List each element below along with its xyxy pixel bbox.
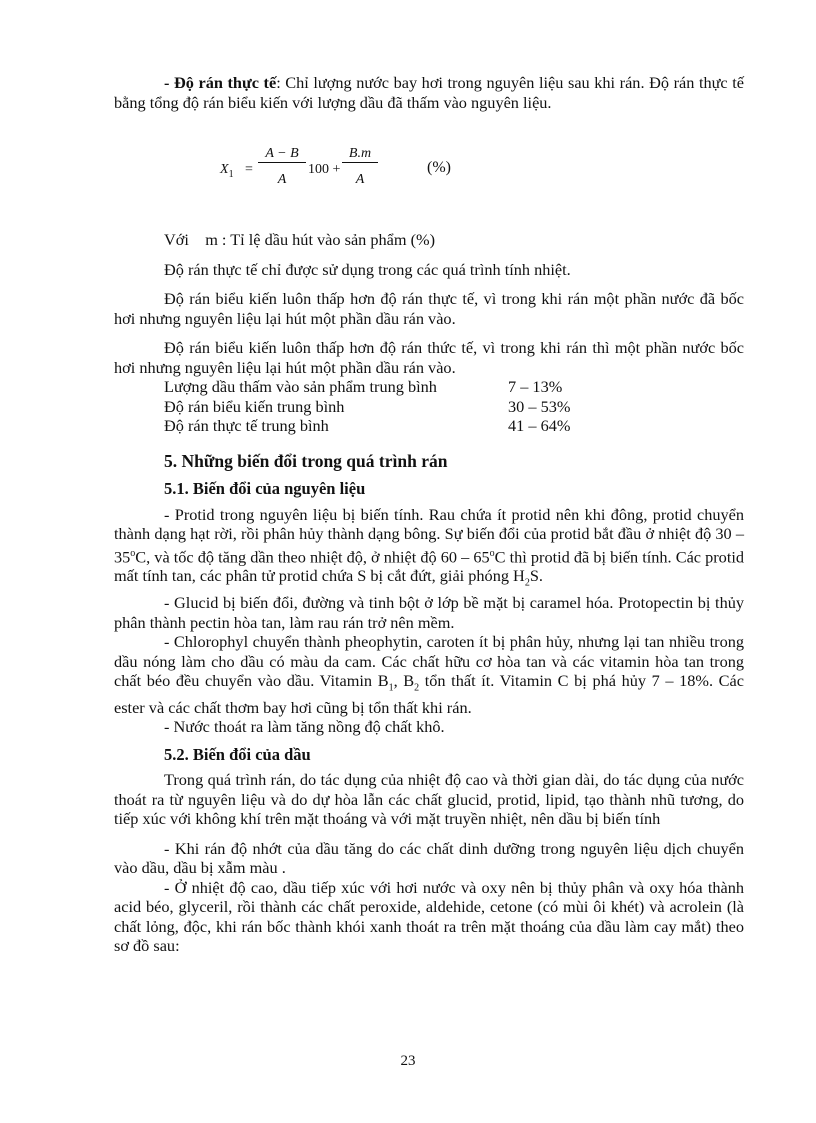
page-number: 23 bbox=[400, 1053, 416, 1069]
paragraph-3: Độ rán biểu kiến luôn thấp hơn độ rán thức tế, vì trong khi rán thì một phần nước bốc hơi nhưng nguyên liệu lại hút một phần dầu rán vào. bbox=[114, 338, 744, 377]
h2s-subscript: 2 bbox=[524, 577, 530, 589]
stats-list bbox=[114, 377, 744, 436]
s51-bullet-water: - Nước thoát ra làm tăng nồng độ chất khô. bbox=[164, 717, 445, 737]
section-5-2-heading: 5.2. Biến đổi của dầu bbox=[164, 744, 311, 764]
formula-eq: = bbox=[245, 162, 253, 177]
s51-bullet-protid bbox=[114, 505, 744, 594]
intro-definition: : Chỉ lượng nước bay hơi trong nguyên liệu sau khi rán. Độ rán thực tế bằng tổng độ rán biểu kiến với lượng dầu đã thấm vào nguyên liệu. bbox=[114, 73, 744, 112]
s51-b3-text-a: - Chlorophyl chuyển thành pheophytin, caroten ít bị phân hủy, nhưng lại tan nhiều trong dầu nóng làm cho dầu có màu da cam. Các chất hữu cơ hòa tan và các vitamin hòa tan trong chất béo đều chuyển vào dầu. Vitamin B bbox=[114, 632, 744, 691]
intro-paragraph bbox=[114, 73, 744, 112]
where-text: m : Tỉ lệ dầu hút vào sản phẩm (%) bbox=[205, 230, 436, 249]
stat-value: 7 – 13% bbox=[508, 377, 563, 396]
s51-b1-text-d: S. bbox=[529, 566, 543, 586]
degree-sup: o bbox=[489, 547, 495, 559]
stat-value: 30 – 53% bbox=[508, 396, 571, 416]
vitamin-subscript: 1 bbox=[388, 682, 394, 694]
stat-label: Độ rán biểu kiến trung bình bbox=[164, 396, 345, 416]
formula-fraction-bar-2 bbox=[342, 162, 378, 163]
s51-bullet-glucid: - Glucid bị biến đổi, đường và tinh bột ở lớp bề mặt bị caramel hóa. Protopectin bị thủy phân thành pectin hòa tan, làm rau rán trở nên mềm. bbox=[114, 593, 744, 632]
paragraph-2: Độ rán biểu kiến luôn thấp hơn độ rán thực tế, vì trong khi rán một phần nước đã bốc hơi nhưng nguyên liệu lại hút một phần dầu rán vào. bbox=[114, 289, 744, 328]
formula-lhs bbox=[220, 160, 234, 184]
formula-den1: A bbox=[277, 172, 287, 187]
s51-bullet-chlorophyl bbox=[114, 632, 744, 717]
stat-value: 41 – 64% bbox=[508, 416, 571, 435]
stat-row bbox=[164, 416, 744, 436]
section-5-1-heading: 5.1. Biến đổi của nguyên liệu bbox=[164, 479, 366, 498]
formula-lhs-var: X bbox=[220, 162, 229, 177]
s51-b1-text-b: C, và tốc độ tăng dần theo nhiệt độ, ở nhiệt độ 60 – 65 bbox=[135, 546, 490, 566]
formula-den2: A bbox=[355, 172, 365, 187]
paragraph-1: Độ rán thực tế chỉ được sử dụng trong các quá trình tính nhiệt. bbox=[164, 259, 571, 279]
s51-b3-text-c: tổn thất ít. Vitamin C bị phá hủy 7 – 18%. Các ester và các chất thơm bay hơi cũng bị tổn thất khi rán. bbox=[114, 671, 744, 717]
section-5-heading: 5. Những biến đổi trong quá trình rán bbox=[164, 450, 448, 471]
stat-row bbox=[164, 397, 744, 417]
page-content bbox=[114, 73, 744, 956]
stat-label: Độ rán thực tế trung bình bbox=[164, 416, 329, 435]
s52-bullet-oxidation: - Ở nhiệt độ cao, dầu tiếp xúc với hơi nước và oxy nên bị thủy phân và oxy hóa thành acid béo, glyceril, rồi thành các chất peroxide, aldehide, cetone (có mùi ôi khét) và acrolein (là chất lỏng, độc, khi rán bốc thành khói xanh thoát ra trên mặt thoáng của dầu làm cay mắt) theo sơ đồ sau: bbox=[114, 877, 744, 956]
s51-b3-text-b: , B bbox=[393, 671, 415, 691]
intro-term: - Độ rán thực tế bbox=[164, 73, 277, 92]
formula-fraction-bar-1 bbox=[258, 162, 306, 163]
vitamin-subscript: 2 bbox=[414, 682, 420, 694]
formula-unit: (%) bbox=[427, 159, 451, 176]
formula-block bbox=[114, 120, 744, 220]
formula-lhs-sub: 1 bbox=[228, 168, 234, 180]
s52-paragraph: Trong quá trình rán, do tác dụng của nhiệt độ cao và thời gian dài, do tác dụng của nước thoát ra từ nguyên liệu và do dự hòa lẫn các chất glucid, protid, lipid, tạo thành nhũ tương, do tiếp xúc với không khí trên mặt thoáng và với mặt truyền nhiệt, nên dầu bị biến tính bbox=[114, 770, 744, 829]
stat-label: Lượng dầu thấm vào sản phẩm trung bình bbox=[164, 377, 437, 396]
s51-b1-text-c: C thì protid đã bị biến tính. Các protid mất tính tan, các phân tử protid chứa S bị cắt đứt, giải phóng H bbox=[114, 546, 745, 586]
where-line bbox=[114, 230, 744, 250]
formula-factor: 100 + bbox=[308, 162, 341, 177]
formula-num1: A − B bbox=[265, 146, 299, 161]
s52-bullet-viscosity: - Khi rán độ nhớt của dầu tăng do các chất dinh dưỡng trong nguyên liệu dịch chuyển vào dầu, dầu bị xẫm màu . bbox=[114, 838, 744, 878]
degree-sup: o bbox=[130, 547, 136, 559]
formula-num2: B.m bbox=[348, 146, 372, 161]
s51-b1-text-a: - Protid trong nguyên liệu bị biến tính. Rau chứa ít protid nên khi đông, protid chuyển thành dạng hạt rời, rồi phân hủy thành dạng bông. Sự biến đổi của protid bắt đầu ở nhiệt độ 30 – 35 bbox=[114, 504, 744, 566]
where-label: Với bbox=[164, 230, 189, 249]
stat-row bbox=[164, 377, 744, 397]
